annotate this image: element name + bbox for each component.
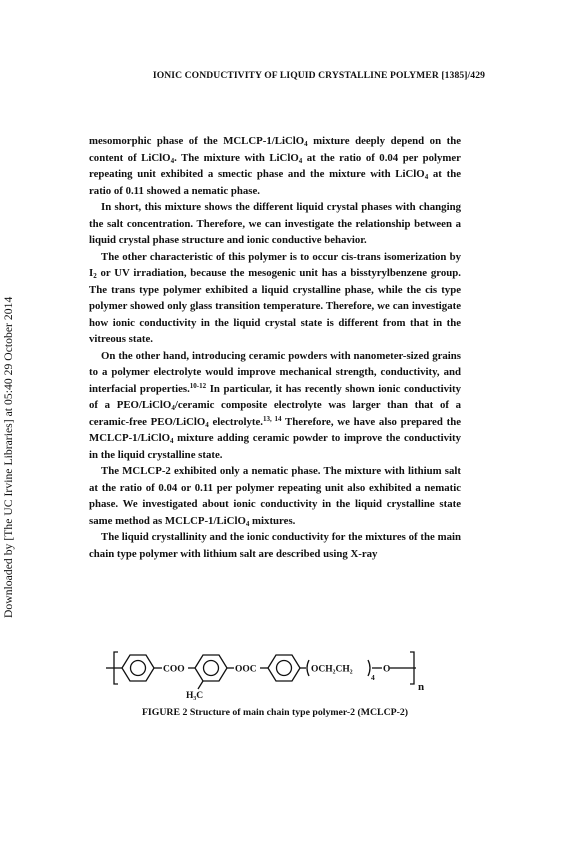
repeat-n-label: n [418,681,425,693]
paragraph-3: The other characteristic of this polymer is to occur cis-trans isomerization by $I_2$ or UV irradiation, because the mesogenic unit has a bisstyrylbenzene group. The trans type polymer exhibited a liquid crystalline phase, while the cis type polymer showed only glass transition temperature. Therefore, we can investigate how ionic conductivity in the liquid crystal state is different from that in the vitreous state. [89,250,461,345]
repeat-count-label: 4 [371,673,375,682]
och2ch2-label: OCH₂CH₂ [311,664,353,675]
paragraph-5: The MCLCP-2 exhibited only a nematic phase. The mixture with lithium salt at the ratio of 0.04 or 0.11 per polymer repeating unit also exhibited a nematic phase. We investigated about ionic conductivity in the liquid crystalline state same method as MCLCP-1/LiClO$_4$ mixtures. [89,465,461,528]
paragraph-1: mesomorphic phase of the MCLCP-1/LiClO$_4$ mixture deeply depend on the content of LiClO$_4$. The mixture with LiClO$_4$ at the ratio of 0.04 per polymer repeating unit exhibited a smectic phase and the mixture with LiClO$_4$ at the ratio of 0.11 showed a nematic phase. [89,135,461,197]
running-header: IONIC CONDUCTIVITY OF LIQUID CRYSTALLINE POLYMER [1385]/429 [152,70,485,81]
citation-10-12: 10-12 [189,381,207,390]
body-text [89,133,461,562]
oxygen-label: O [383,664,391,675]
ooc-label: OOC [235,664,257,675]
methyl-label: H₃C [186,691,204,700]
paragraph-4: On the other hand, introducing ceramic powders with nanometer-sized grains to a polymer electrolyte would improve mechanical strength, conductivity, and interfacial properties.$^{10-12}$ In particular, it has recently shown ionic conductivity of a PEO/LiClO$_4$/ceramic composite electrolyte was larger than that of a ceramic-free PEO/LiClO$_4$ electrolyte.$^{13, 14}$ Therefore, we have also prepared the MCLCP-1/LiClO$_4$ mixture adding ceramic powder to improve the conductivity in the liquid crystalline state. [89,349,462,461]
mclcp2-structure-figure [100,640,480,700]
coo-label: COO [163,664,185,675]
download-watermark: Downloaded by [The UC Irvine Libraries] at 05:40 29 October 2014 [2,296,15,618]
paragraph-2: In short, this mixture shows the different liquid crystal phases with changing the salt concentration. Therefore, we can investigate the relationship between a liquid crystal phase structure and ionic conductive behavior. [89,201,461,246]
figure-caption: FIGURE 2 Structure of main chain type polymer-2 (MCLCP-2) [141,707,409,718]
paragraph-6: The liquid crystallinity and the ionic conductivity for the mixtures of the main chain type polymer with lithium salt are described using X-ray [89,531,461,560]
citation-13-14: 13, 14 [262,414,282,423]
